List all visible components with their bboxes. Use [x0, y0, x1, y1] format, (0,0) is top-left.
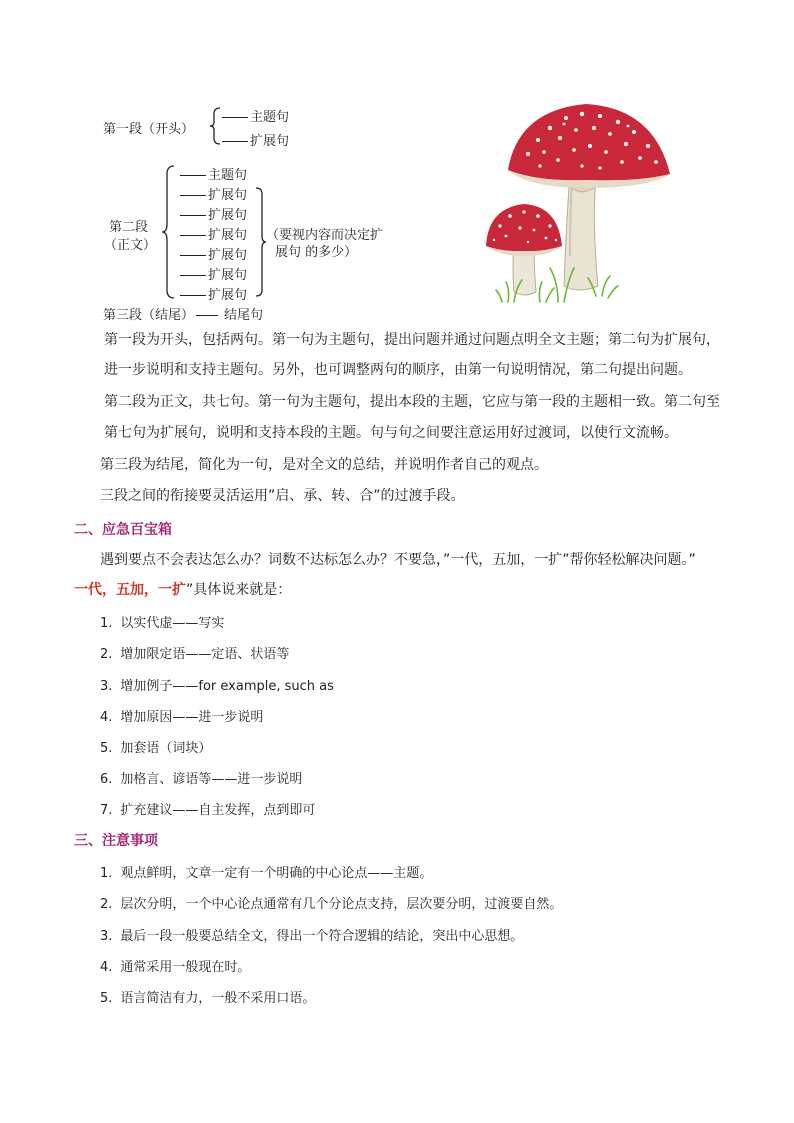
highlight-phrase: 一代，五加，一扩 [74, 582, 186, 598]
explanation-para3: 第三段为结尾，简化为一句，是对全文的总结，并说明作者自己的观点。 [100, 457, 548, 473]
list-item: 4. 增加原因——进一步说明 [100, 710, 264, 725]
para1-item-expand: 扩展句 [222, 130, 289, 149]
para2-note: （要视内容而决定扩 [266, 228, 384, 243]
section2-heading: 二、应急百宝箱 [74, 522, 172, 538]
para1-item-topic: 主题句 [222, 106, 289, 125]
section2-intro: 遇到要点不会表达怎么办？词数不达标怎么办？不要急，”一代，五加，一扩”帮你轻松解决问题。” [100, 552, 696, 568]
section3-heading: 三、注意事项 [74, 833, 158, 849]
para3-label: 第三段（结尾） 结尾句 [103, 308, 264, 323]
dash-line [180, 275, 206, 276]
big-mushroom-cap [508, 104, 670, 180]
list-item: 2. 增加限定语——定语、状语等 [100, 647, 290, 662]
dash-line [180, 195, 206, 196]
dash-line [180, 235, 206, 236]
list-item: 6. 加格言、谚语等——进一步说明 [100, 772, 303, 787]
dash-line [222, 141, 248, 142]
dash-line [222, 117, 248, 118]
para2-note-cont: 展句 的多少） [275, 245, 358, 260]
explanation-para4: 三段之间的衔接要灵活运用”启、承、转、合”的过渡手段。 [100, 488, 465, 504]
dash-line [180, 215, 206, 216]
list-item: 7. 扩充建议——自主发挥，点到即可 [100, 803, 316, 818]
mushroom-illustration [478, 96, 678, 308]
list-item: 1. 以实代虚——写实 [100, 616, 225, 631]
list-item: 2. 层次分明，一个中心论点通常有几个分论点支持，层次要分明，过渡要自然。 [100, 897, 563, 912]
para2-expand-2: 扩展句 [180, 204, 247, 223]
dash-line [180, 175, 206, 176]
list-item: 3. 最后一段一般要总结全文，得出一个符合逻辑的结论，突出中心思想。 [100, 929, 524, 944]
para2-topic: 主题句 [180, 164, 247, 183]
dash-line [180, 295, 206, 296]
list-item: 5. 加套语（词块） [100, 741, 212, 756]
section2-lead: 一代，五加，一扩”具体说来就是： [74, 582, 292, 598]
para2-brace [160, 164, 178, 300]
para2-label-sub: （正文） [104, 238, 157, 253]
para2-expand-1: 扩展句 [180, 184, 247, 203]
dash-line [180, 255, 206, 256]
dash-line [196, 315, 218, 316]
para2-expand-3: 扩展句 [180, 224, 247, 243]
explanation-para2-line2: 第七句为扩展句，说明和支持本段的主题。句与句之间要注意运用好过渡词，以使行文流畅。 [104, 425, 678, 441]
para1-label: 第一段（开头） [103, 122, 195, 137]
para2-expand-4: 扩展句 [180, 244, 247, 263]
explanation-para2-line1: 第二段为正文，共七句。第一句为主题句，提出本段的主题，它应与第一段的主题相一致。第二句至 [104, 394, 720, 410]
explanation-para1-line2: 进一步说明和支持主题句。另外，也可调整两句的顺序，由第一句说明情况，第二句提出问题。 [104, 362, 692, 378]
para2-expand-5: 扩展句 [180, 264, 247, 283]
list-item: 3. 增加例子——for example, such as [100, 679, 334, 694]
para2-expand-6: 扩展句 [180, 284, 247, 303]
list-item: 4. 通常采用一般现在时。 [100, 960, 251, 975]
list-item: 1. 观点鲜明，文章一定有一个明确的中心论点——主题。 [100, 866, 433, 881]
explanation-para1-line1: 第一段为开头，包括两句。第一句为主题句，提出问题并通过问题点明全文主题；第二句为扩展句， [104, 332, 720, 348]
para2-label: 第二段 [109, 220, 149, 235]
list-item: 5. 语言简洁有力，一般不采用口语。 [100, 991, 316, 1006]
